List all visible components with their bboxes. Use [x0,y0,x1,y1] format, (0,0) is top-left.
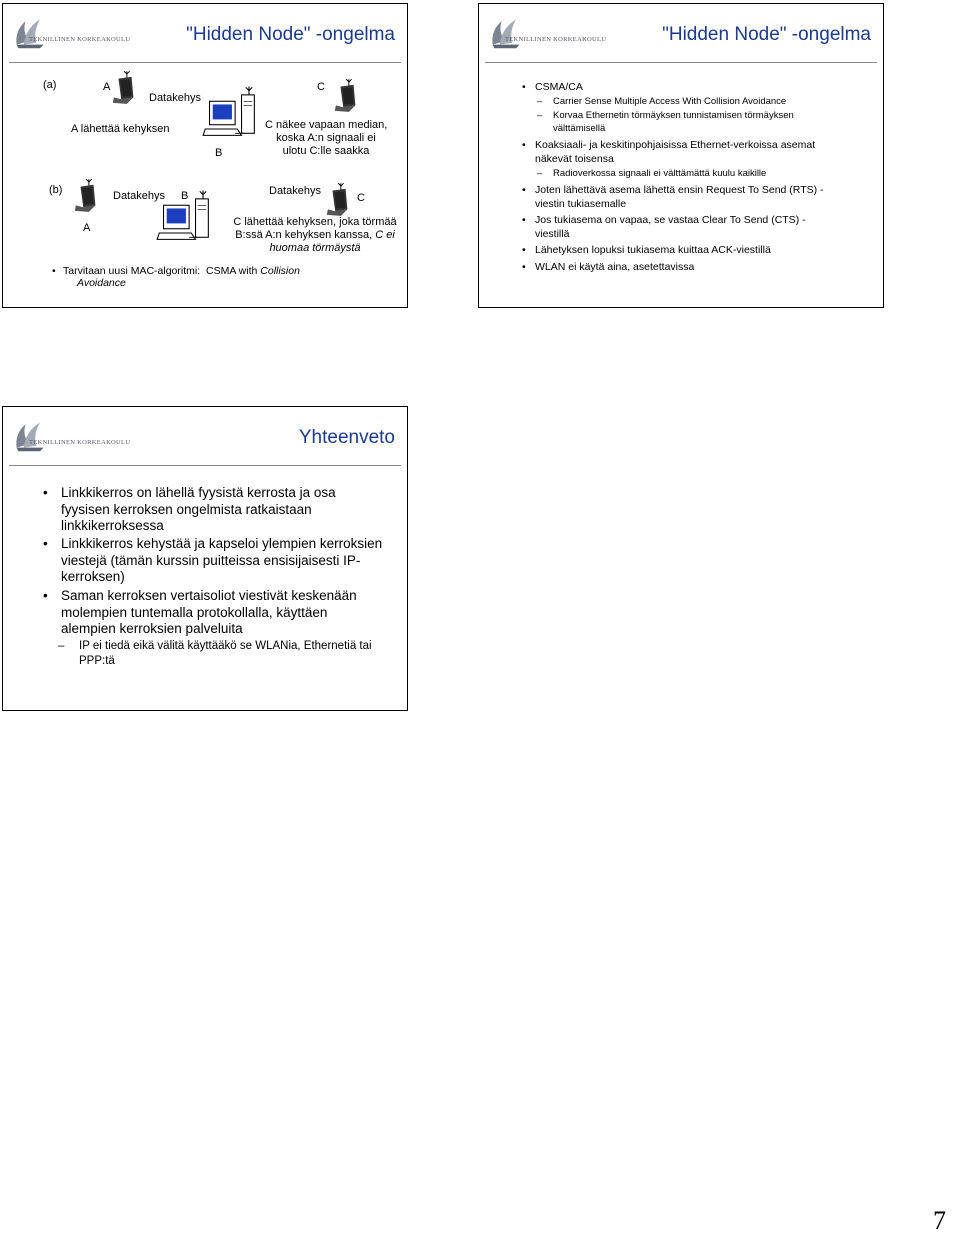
laptop-icon [333,76,361,116]
list-item-text: välttämisellä [553,122,606,134]
header-divider [9,62,401,63]
c-sends-line-part: C ei [375,229,395,241]
slide-header [3,407,407,465]
bullet-mark: • [43,588,48,603]
node-c-label: C [317,81,325,93]
mac-bullet-part: Collision [260,265,300,277]
list-item [522,213,806,241]
c-sees-line: C näkee vapaan median, [265,119,388,131]
list-item [43,536,383,586]
sub-item [58,639,372,669]
node-b-label: B [181,190,189,202]
datakehys-right-label: Datakehys [269,185,321,197]
dash-mark: – [537,168,543,179]
bullet-mark: • [522,184,526,196]
c-sees-line: koska A:n signaali ei [276,132,376,144]
list-item [522,243,771,257]
c-sees-text [265,119,387,158]
list-item-text: viestillä [535,228,570,240]
list-item-text: Joten lähettävä asema lähettä ensin Request To Send (RTS) - [535,184,824,196]
laptop-icon [73,176,101,216]
mac-bullet-cont: Avoidance [77,277,126,289]
dash-mark: – [537,110,543,121]
slide-hidden-node-diagram [2,3,408,308]
dash-mark: – [58,640,65,652]
sub-item [537,110,794,135]
header-divider [9,465,401,466]
list-item-text: WLAN ei käytä aina, asetettavissa [535,261,695,273]
slide-yhteenveto [2,406,408,711]
list-item-text: Radioverkossa signaali ei välttämättä kuulu kaikille [553,168,767,179]
list-item-line: molempien tuntemalla protokollalla, käyttäen [61,604,328,620]
bullet-mark: • [522,214,526,226]
list-item-line: Linkkikerros on lähellä fyysistä kerrosta ja osa [61,485,336,500]
slide-header [479,4,883,62]
list-item [43,485,336,535]
c-sends-line-part: B:ssä A:n kehyksen kanssa, [235,229,373,241]
university-logo-icon [13,417,125,457]
bullet-mark: • [522,261,526,273]
c-sees-line: ulotu C:lle saakka [282,145,370,157]
university-logo-icon [13,14,125,54]
a-sends-text: A lähettää kehyksen [71,123,170,135]
node-c-label: C [357,192,365,204]
list-item-line: Linkkikerros kehystää ja kapseloi ylempien kerroksien [61,536,383,551]
slide-csma-ca [478,3,884,308]
list-item-text: CSMA/CA [535,81,583,93]
list-item [522,260,695,274]
c-sends-line: huomaa törmäystä [269,242,361,254]
desktop-computer-icon [155,190,219,244]
laptop-icon [325,180,353,220]
node-b-label: B [215,147,223,159]
bullet-mark: • [43,485,48,500]
dash-mark: – [537,96,543,107]
mac-bullet-part: CSMA with [205,265,258,277]
list-item [522,80,583,94]
datakehys-label: Datakehys [149,92,201,104]
list-item-line: alempien kerroksien palveluita [61,621,243,636]
list-item-text: näkevät toisensa [535,153,614,165]
slide-header [3,4,407,62]
list-item [43,588,357,638]
mac-bullet-part: Tarvitaan uusi MAC-algoritmi: [63,265,201,277]
list-item-line: fyysisen kerroksen ongelmista ratkaistaan [61,501,312,517]
list-item-text: Korvaa Ethernetin törmäyksen tunnistamisen törmäyksen [553,110,794,121]
list-item-line: PPP:tä [79,655,115,667]
laptop-icon [111,68,139,108]
list-item [522,183,824,211]
list-item-text: Koaksiaali- ja keskitinpohjaisissa Ethernet-verkoissa asemat [535,139,816,151]
bullet-mark: • [522,81,526,93]
bullet-mark: • [52,265,56,277]
node-a-label: A [103,81,111,93]
label-b: (b) [49,184,63,196]
list-item-line: linkkikerroksessa [61,518,164,533]
c-sends-line [225,229,405,242]
logo-text: TEKNILLINEN KORKEAKOULU [505,36,607,43]
slide-title: Yhteenveto [298,427,395,448]
bullet-mark: • [522,244,526,256]
bullet-mark: • [43,536,48,551]
datakehys-left-label: Datakehys [113,190,165,202]
list-item-line: Saman kerroksen vertaisoliot viestivät keskenään [61,588,357,603]
node-a-label: A [83,222,91,234]
logo-text: TEKNILLINEN KORKEAKOULU [29,36,131,43]
sub-item [537,168,767,181]
slide-title: "Hidden Node" -ongelma [662,24,871,45]
university-logo-icon [489,14,601,54]
list-item-text: viestin tukiasemalle [535,198,627,210]
c-sends-text [225,216,405,255]
list-item [522,138,816,166]
desktop-computer-icon [201,86,265,140]
slide-title: "Hidden Node" -ongelma [186,24,395,45]
header-divider [485,62,877,63]
list-item-line: kerroksen) [61,569,125,584]
list-item-text: Carrier Sense Multiple Access With Collision Avoidance [553,96,787,107]
sub-item [537,96,787,109]
logo-text: TEKNILLINEN KORKEAKOULU [29,439,131,446]
list-item-text: Jos tukiasema on vapaa, se vastaa Clear To Send (CTS) - [535,214,806,226]
page-number: 7 [933,1206,946,1235]
list-item-line: IP ei tiedä eikä välitä käyttääkö se WLANia, Ethernetiä tai [79,640,372,652]
c-sends-line: C lähettää kehyksen, joka törmää [233,216,397,228]
bullet-mark: • [522,139,526,151]
label-a: (a) [43,79,57,91]
list-item-text: Lähetyksen lopuksi tukiasema kuittaa ACK-viestillä [535,244,771,256]
list-item-line: viestejä (tämän kurssin puitteissa ensisijaisesti IP- [61,552,361,568]
